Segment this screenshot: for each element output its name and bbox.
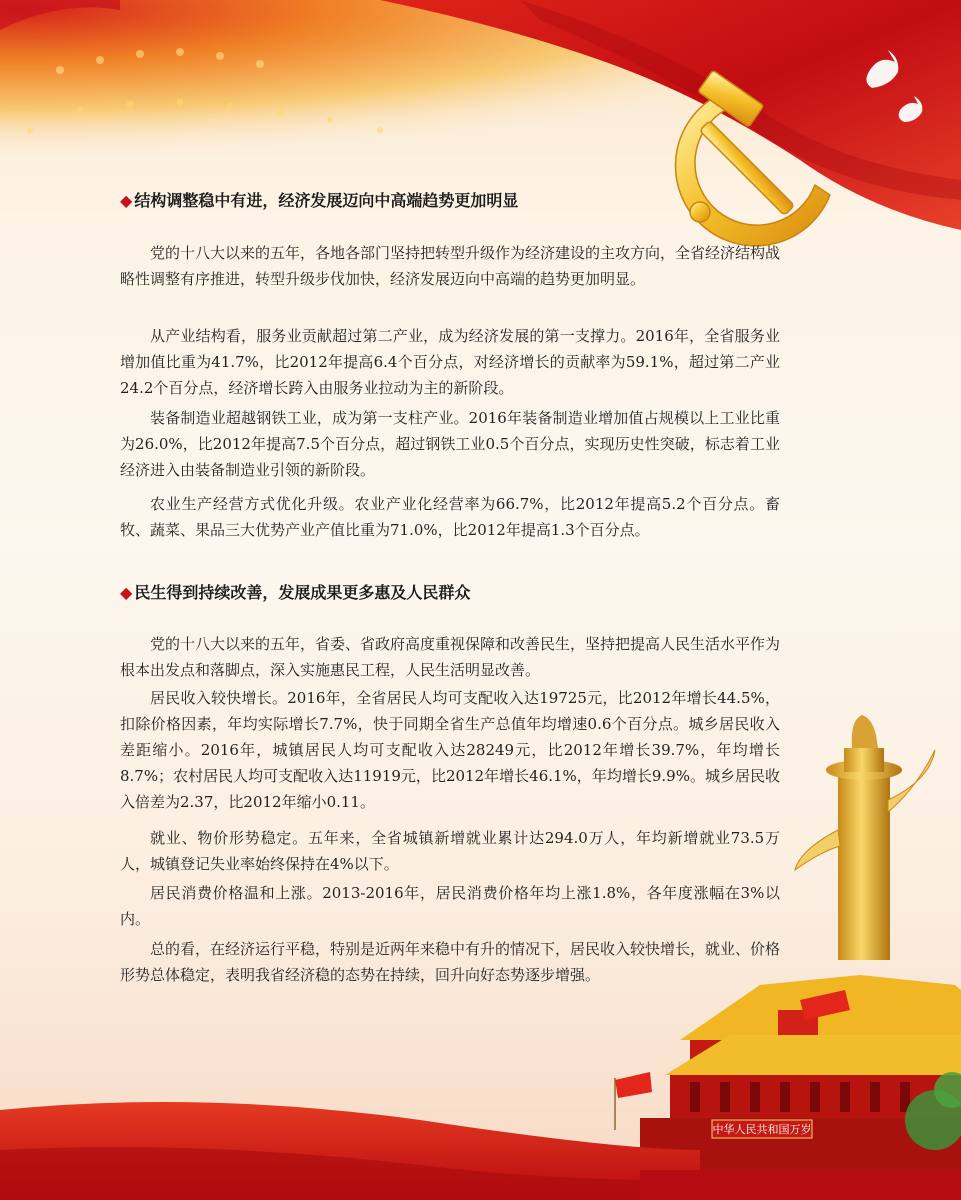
section-heading [120,580,470,603]
paragraph: 党的十八大以来的五年，省委、省政府高度重视保障和改善民生，坚持把提高人民生活水平作为根本出发点和落脚点，深入实施惠民工程，人民生活明显改善。 [120,635,781,679]
paragraph: 党的十八大以来的五年，各地各部门坚持把转型升级作为经济建设的主攻方向，全省经济结构战略性调整有序推进，转型升级步伐加快，经济发展迈向中高端的趋势更加明显。 [120,244,781,288]
huabiao-pillar [795,715,935,960]
diamond-bullet-icon: ◆ [120,191,133,210]
diamond-bullet-icon: ◆ [120,583,133,602]
paragraph: 居民收入较快增长。2016年，全省居民人均可支配收入达19725元，比2012年增长44.5%，扣除价格因素，年均实际增长7.7%，快于同期全省生产总值年均增速0.6个百分点。城乡居民收入差距缩小。2016年，城镇居民人均可支配收入达28249元，比2012年增长39.7%，年均增长8.7%；农村居民人均可支配收入达11919元，比2012年增长46.1%，年均增长9.9%。城乡居民收入倍差为2.37，比2012年缩小0.11。 [120,689,780,811]
gate-banner: 中华人民共和国万岁 [712,1123,812,1136]
paragraph: 装备制造业超越钢铁工业，成为第一支柱产业。2016年装备制造业增加值占规模以上工业比重为26.0%，比2012年提高7.5个百分点，超过钢铁工业0.5个百分点，实现历史性突破，标志着工业经济进入由装备制造业引领的新阶段。 [120,409,780,479]
section-heading-text: 结构调整稳中有进，经济发展迈向中高端趋势更加明显 [134,191,519,210]
paragraph: 就业、物价形势稳定。五年来，全省城镇新增就业累计达294.0万人，年均新增就业73.5万人，城镇登记失业率始终保持在4%以下。 [120,829,780,873]
paragraph: 从产业结构看，服务业贡献超过第二产业，成为经济发展的第一支撑力。2016年，全省服务业增加值比重为41.7%，比2012年提高6.4个百分点，对经济增长的贡献率为59.1%，超过第二产业24.2个百分点，经济增长跨入由服务业拉动为主的新阶段。 [120,327,780,397]
section-heading [120,188,518,211]
tiananmen-gate [615,975,961,1178]
paragraph: 总的看，在经济运行平稳，特别是近两年来稳中有升的情况下，居民收入较快增长，就业、价格形势总体稳定，表明我省经济稳的态势在持续，回升向好态势逐步增强。 [120,940,781,984]
paragraph: 农业生产经营方式优化升级。农业产业化经营率为66.7%，比2012年提高5.2个百分点。畜牧、蔬菜、果品三大优势产业产值比重为71.0%，比2012年提高1.3个百分点。 [120,495,780,539]
section-heading-text: 民生得到持续改善，发展成果更多惠及人民群众 [134,583,471,602]
paragraph: 居民消费价格温和上涨。2013-2016年，居民消费价格年均上涨1.8%，各年度涨幅在3%以内。 [120,884,780,928]
